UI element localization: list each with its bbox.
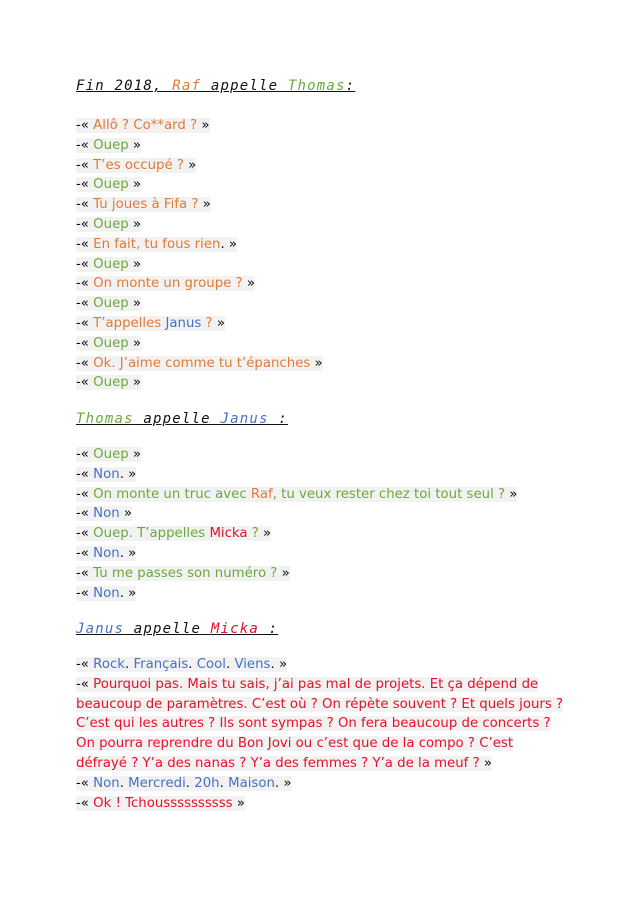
quote-open: -« [76,157,94,173]
punctuation: . [185,775,195,791]
section-heading-1 [76,78,355,94]
janus-speech: Non [93,466,120,482]
dialogue-line [76,314,576,334]
quote-open: -« [76,526,94,542]
quote-open: -« [76,565,94,581]
quote-close: » [479,755,492,771]
dialogue-line [76,195,576,215]
speaker-raf: Raf [172,78,202,94]
heading-text: appelle [201,78,288,94]
speaker-micka: Micka [210,621,259,637]
quote-close: » [232,795,245,811]
heading-text: : [268,411,288,427]
heading-text: appelle [133,411,221,427]
dialogue-line [76,465,576,485]
quote-open: -« [76,197,94,213]
thomas-speech: Ouep [93,216,129,232]
raf-speech: En fait, tu fous rien [93,236,221,252]
janus-name: Janus [165,315,202,331]
dialogue-line [76,794,576,814]
thomas-speech: Ouep [93,447,129,462]
janus-speech: 20h [194,775,220,791]
raf-speech: T’appelles [93,315,166,331]
speaker-janus: Janus [76,621,125,637]
quote-open: -« [76,375,94,391]
punctuation: . [188,657,197,672]
speaker-thomas: Thomas [287,78,346,94]
janus-speech: Non [93,545,120,561]
quote-close: » [128,177,142,193]
heading-text: Fin 2018, [76,78,173,94]
quote-open: -« [76,657,94,672]
dialogue-line [76,334,576,354]
quote-close: . » [270,657,288,672]
heading-text: appelle [124,621,211,637]
dialogue-line [76,445,576,465]
quote-close: » [183,157,197,173]
quote-close: » [119,506,133,522]
janus-speech: Cool [196,657,226,672]
quote-open: -« [76,447,94,462]
quote-close: » [198,197,211,213]
dialogue-line [76,564,576,584]
dialogue-line [76,175,576,195]
dialogue-line [76,504,576,524]
quote-close: » [128,216,142,232]
janus-speech: Non [93,506,120,522]
janus-speech: Maison [228,775,275,791]
quote-close: » [128,447,142,462]
raf-name: Raf [250,486,273,502]
quote-open: -« [76,466,94,482]
quote-close: » [277,565,290,581]
thomas-speech: Tu me passes son numéro ? [93,565,278,581]
raf-speech: Allô ? Co**ard ? [93,118,198,133]
raf-speech: ? [201,315,213,331]
quote-open: -« [76,506,94,522]
dialogue-line [76,544,576,564]
dialogue-block-3 [76,655,576,813]
dialogue-block-2 [76,445,576,603]
quote-close: » [258,526,272,542]
dialogue-line [76,655,576,675]
thomas-speech: ? [247,526,259,542]
speaker-thomas: Thomas [76,411,134,427]
quote-open: -« [76,355,94,371]
dialogue-line [76,116,576,136]
dialogue-block-1 [76,116,576,393]
quote-close: . » [119,466,137,482]
dialogue-line [76,774,576,794]
quote-close: » [128,256,142,272]
dialogue-line [76,215,576,235]
micka-speech: Ok ! Tchoussssssssss [93,795,233,811]
micka-speech: Pourquoi pas. Mais tu sais, j’ai pas mal de projets. Et ça dépend de beaucoup de paramètres. C’est où ? On répète souvent ? Et quels jours ? C’est qui les autres ? Ils sont sympas ? On fera beaucoup de concerts ? On pourra reprendre du Bon Jovi ou c’est que de la compo ? C’est défrayé ? Y’a des nanas ? Y’a des femmes ? Y’a de la meuf ? [76,676,564,771]
quote-open: -« [76,256,94,272]
janus-speech: Non [93,585,120,601]
quote-close: » [128,375,142,391]
quote-open: -« [76,585,94,601]
quote-open: -« [76,236,94,252]
quote-close: . » [274,775,292,791]
section-heading-3 [76,621,278,637]
punctuation: . [225,657,235,672]
heading-text: : [345,78,356,94]
dialogue-line [76,255,576,275]
raf-speech: Tu joues à Fifa ? [93,197,199,213]
punctuation: . [219,775,229,791]
dialogue-line [76,156,576,176]
thomas-speech: Ouep [93,296,129,312]
janus-speech: Viens [234,657,271,672]
quote-open: -« [76,775,94,791]
quote-close: » [197,118,210,133]
dialogue-line [76,294,576,314]
janus-speech: Français [133,657,189,672]
heading-text: : [258,621,279,637]
dialogue-paragraph [76,675,566,774]
dialogue-line [76,485,576,505]
quote-open: -« [76,296,94,312]
quote-close: » [310,355,323,371]
quote-open: -« [76,216,94,232]
punctuation: . [119,775,129,791]
raf-speech: Ok. J’aime comme tu t’épanches [93,355,311,371]
quote-open: -« [76,177,94,193]
quote-open: -« [76,676,94,692]
quote-close: . » [119,585,137,601]
quote-close: . » [119,545,137,561]
quote-open: -« [76,276,94,292]
thomas-speech: , tu veux rester chez toi tout seul ? [272,486,506,502]
quote-close: » [128,296,142,312]
thomas-speech: Ouep. T’appelles [93,526,210,542]
quote-close: » [212,315,225,331]
quote-open: -« [76,486,94,502]
thomas-speech: Ouep [93,335,129,351]
quote-close: » [505,486,518,502]
thomas-speech: Ouep [93,256,129,272]
dialogue-line [76,354,576,374]
speaker-janus: Janus [220,411,269,427]
thomas-speech: Ouep [93,177,129,193]
quote-close: . » [220,236,238,252]
quote-open: -« [76,137,94,153]
quote-open: -« [76,545,94,561]
thomas-speech: Ouep [93,375,129,391]
quote-close: » [128,137,142,153]
raf-speech: T’es occupé ? [93,157,184,173]
quote-close: » [128,335,142,351]
quote-open: -« [76,795,94,811]
thomas-speech: Ouep [93,137,129,153]
janus-speech: Mercredi [128,775,186,791]
dialogue-line [76,373,576,393]
quote-close: » [242,276,255,292]
dialogue-line [76,136,576,156]
janus-speech: Rock [93,657,125,672]
section-heading-2 [76,411,288,427]
quote-open: -« [76,315,94,331]
micka-name: Micka [209,526,248,542]
raf-speech: On monte un groupe ? [93,276,243,292]
quote-open: -« [76,118,94,133]
punctuation: . [124,657,134,672]
janus-speech: Non [93,775,120,791]
thomas-speech: On monte un truc avec [93,486,251,502]
quote-open: -« [76,335,94,351]
dialogue-line [76,524,576,544]
dialogue-line [76,235,576,255]
dialogue-line [76,584,576,604]
dialogue-line [76,274,576,294]
